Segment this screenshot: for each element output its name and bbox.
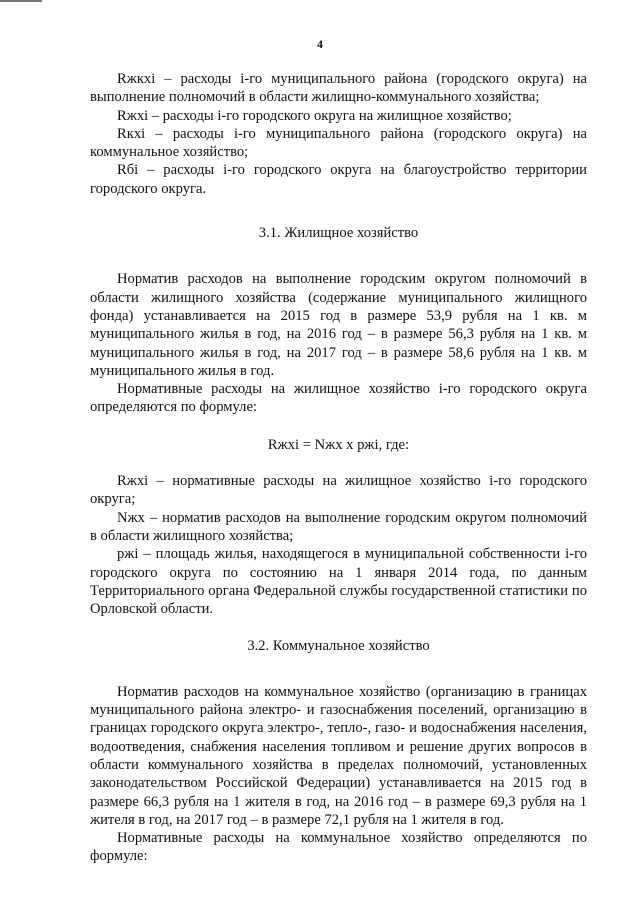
- definition-housing-area: ржi – площадь жилья, находящегося в муниципальной собственности i-го городского округа по состоянию на 1 января 2014 года, по данным Территориального органа Федеральной службы государственной статистики по Орловской области.: [90, 546, 587, 618]
- scan-edge-line: [0, 0, 42, 2]
- definition-rzhh: Rжхi – расходы i-го городского округа на жилищное хозяйство;: [117, 107, 512, 124]
- communal-norm-paragraph: Норматив расходов на коммунальное хозяйство (организацию в границах муниципального района электро- и газоснабжения поселений, организацию в границах городского округа электро-, тепло-, газо- и водоснабжения населения, водоотведения, снабжения населения топливом и решение других вопросов в области коммунального хозяйства в пределах полномочий, установленных законодательством Российской Федерации) устанавливается на 2015 год в размере 66,3 рубля на 1 жителя в год, на 2016 год – в размере 69,3 рубля на 1 жителя в год, на 2017 год – в размере 72,1 рубля на 1 жителя в год.: [90, 683, 587, 828]
- housing-norm-paragraph: Норматив расходов на выполнение городским округом полномочий в области жилищного хозяйства (содержание муниципального жилищного фонда) устанавливается на 2015 год в размере 53,9 рубля на 1 кв. м муниципального жилья в год, на 2016 год – в размере 56,3 рубля на 1 кв. м муниципального жилья в год, на 2017 год – в размере 58,6 рубля на 1 кв. м муниципального жилья в год.: [90, 271, 587, 379]
- communal-formula-intro: Нормативные расходы на коммунальное хозяйство определяются по формуле:: [90, 830, 587, 865]
- definition-housing-expenses: Rжхi – нормативные расходы на жилищное хозяйство i-го городского округа;: [90, 473, 587, 508]
- definition-rzhkh: Rжкхi – расходы i-го муниципального района (городского округа) на выполнение полномочий в области жилищно-коммунального хозяйства;: [90, 71, 587, 106]
- housing-formula-intro: Нормативные расходы на жилищное хозяйство i-го городского округа определяются по формуле:: [90, 381, 587, 416]
- definition-rb: Rбi – расходы i-го городского округа на благоустройство территории городского округа.: [90, 162, 587, 197]
- section-heading-housing: 3.1. Жилищное хозяйство: [258, 225, 419, 242]
- page-number: 4: [317, 37, 323, 51]
- document-body: [90, 70, 587, 866]
- section-heading-communal: 3.2. Коммунальное хозяйство: [247, 638, 430, 655]
- housing-formula: Rжхi = Nжх x ржi, где:: [267, 436, 410, 453]
- definition-housing-norm: Nжх – норматив расходов на выполнение городским округом полномочий в области жилищного хозяйства;: [90, 509, 587, 544]
- definition-rkh: Rкхi – расходы i-го муниципального района (городского округа) на коммунальное хозяйство;: [90, 125, 587, 161]
